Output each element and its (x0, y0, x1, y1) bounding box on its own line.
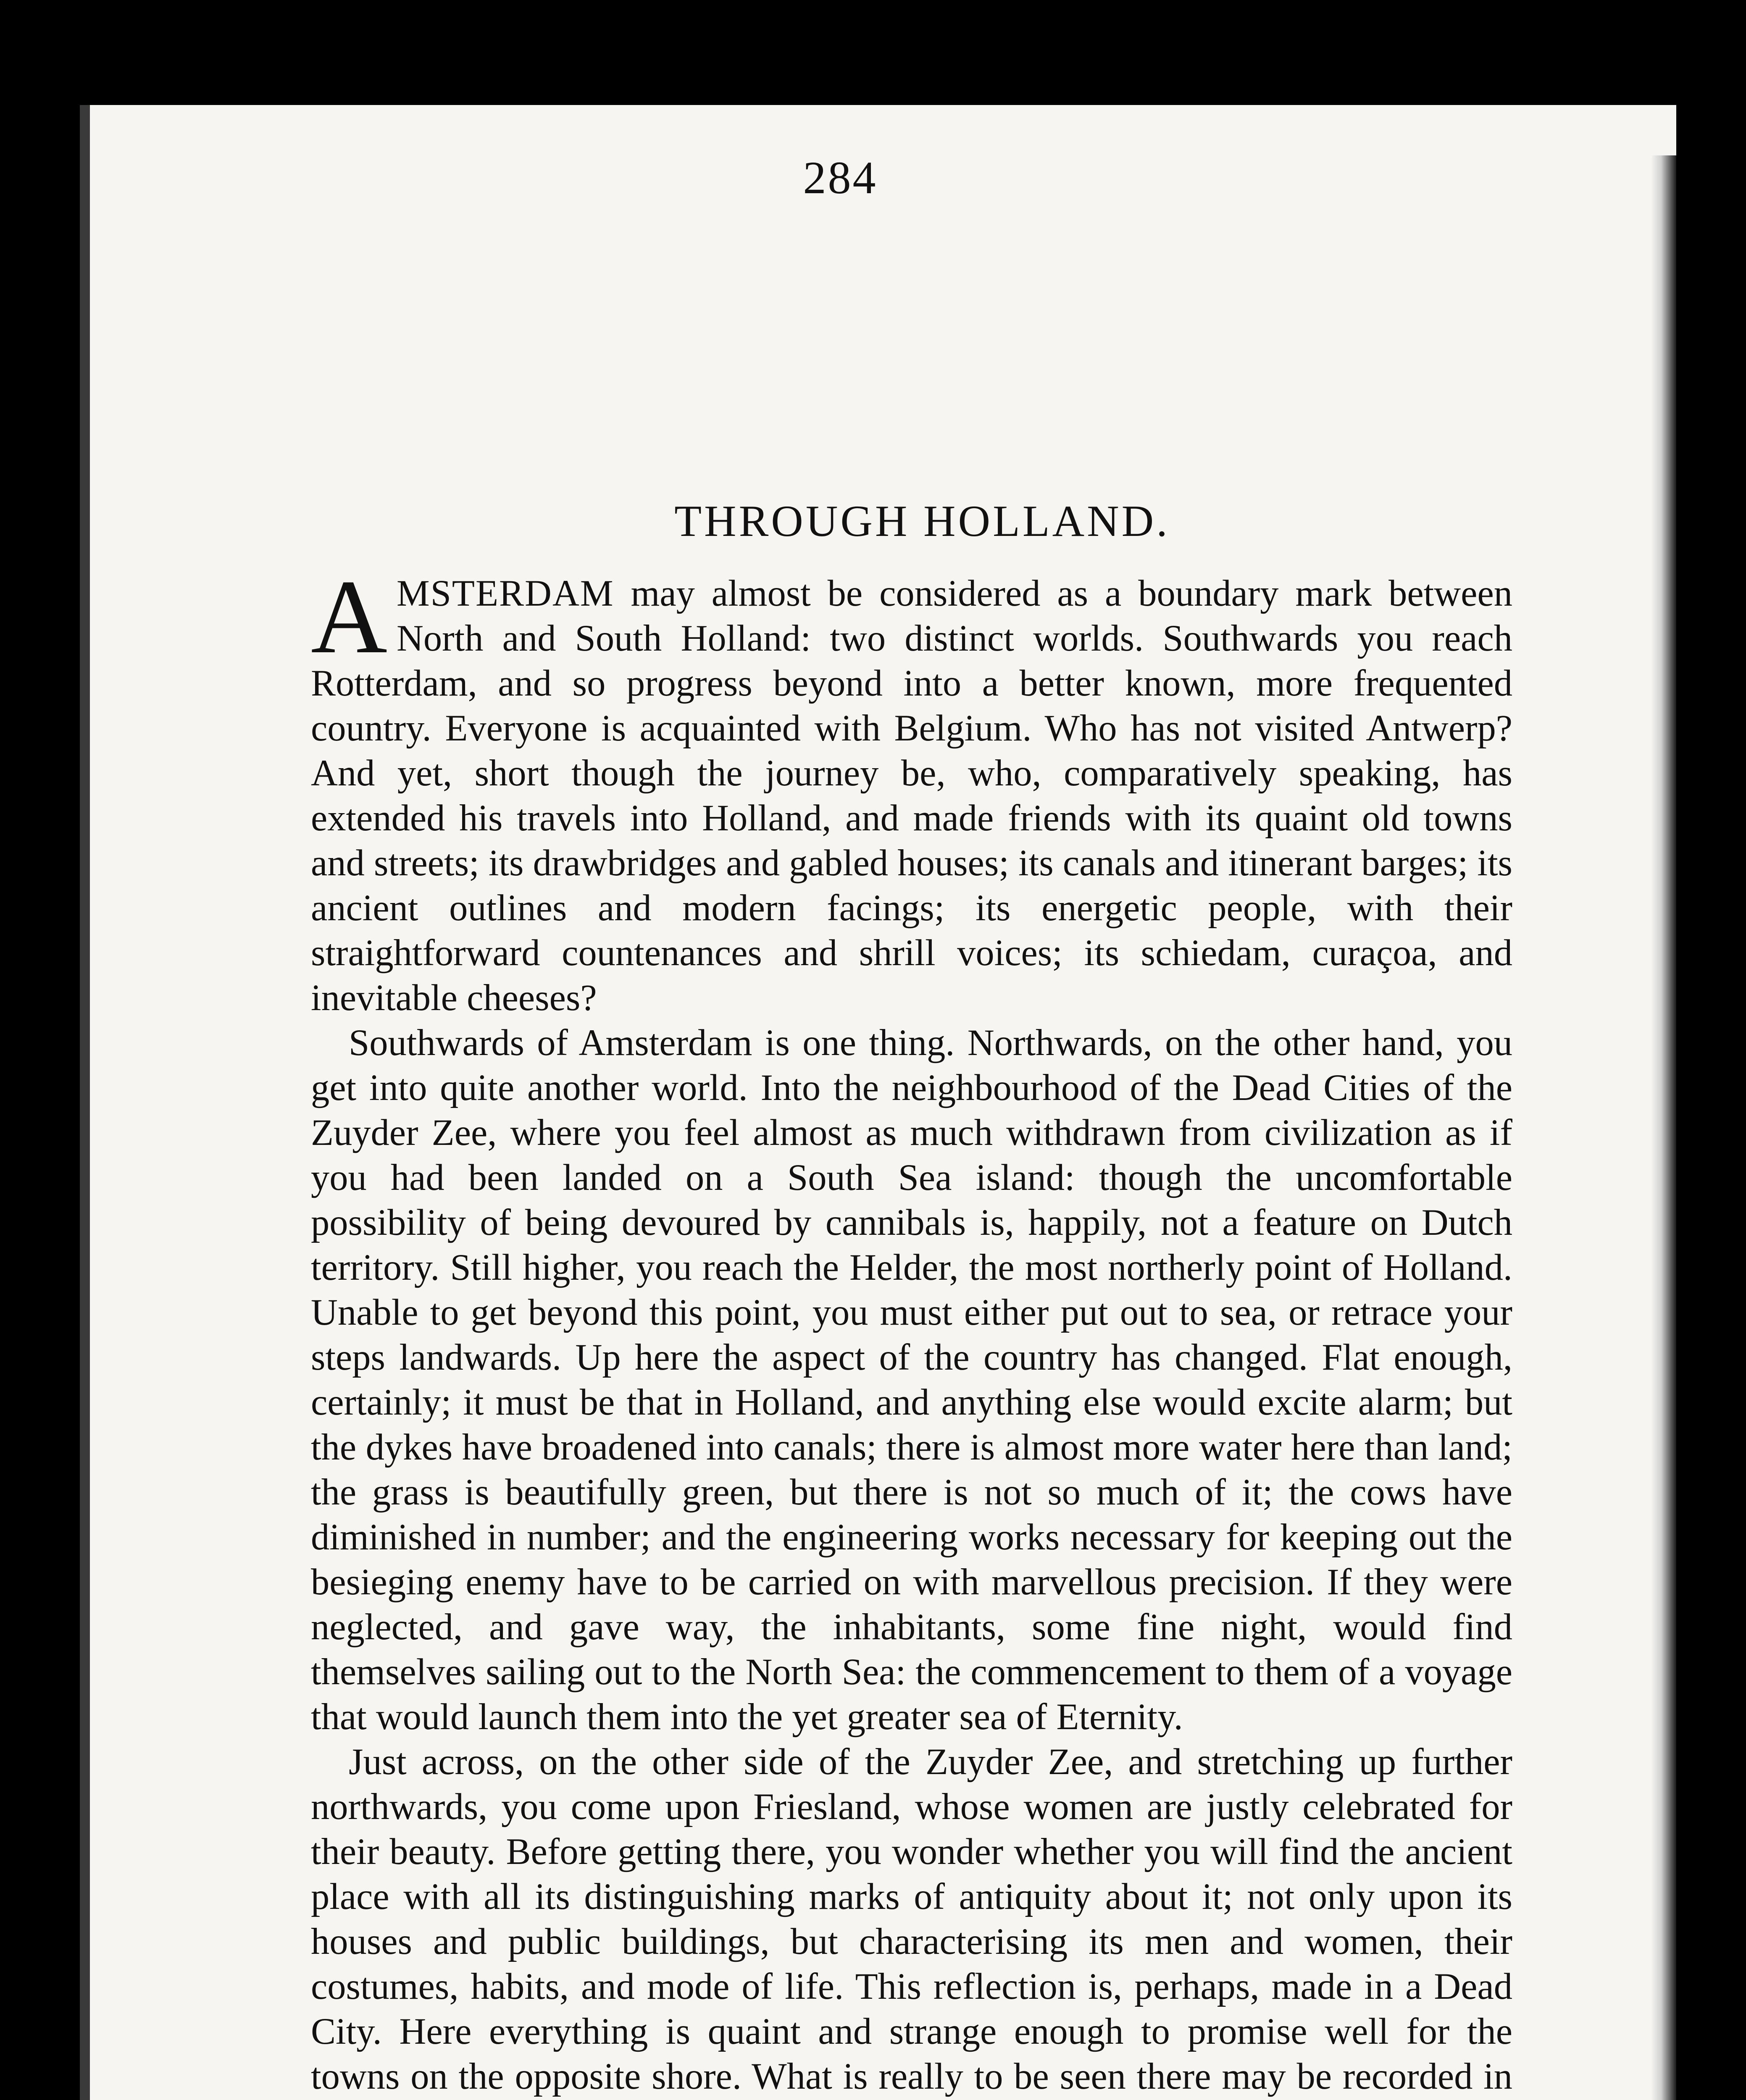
article-body (311, 558, 1512, 2100)
page-number: 284 (803, 152, 878, 203)
page-edge-shadow (1651, 155, 1676, 2100)
paragraph-3: Just across, on the other side of the Zuyder Zee, and stretching up further northwards, you come upon Friesland, whose women are justly celebrated for their beauty. Before getting there, you wonder whether you will find the ancient place with all its distinguishing marks of antiquity about it; not only upon its houses and public buildings, but characterising its men and women, their costumes, habits, and mode of life. This reflection is, perhaps, made in a Dead City. Here everything is quaint and strange enough to promise well for the towns on the opposite shore. What is really to be seen there may be recorded in (311, 1741, 1512, 2097)
article-title: THROUGH HOLLAND. (674, 496, 1170, 546)
paragraph-1-text: may almost be considered as a boundary mark between North and South Holland: two distinct worlds. Southwards you reach Rotterdam, and so progress beyond into a better known, more frequented country. Everyone is acquainted with Belgium. Who has not visited Antwerp? And yet, short though the journey be, who, comparatively speaking, has extended his travels into Holland, and made friends with its quaint old towns and streets; its drawbridges and gabled houses; its canals and itinerant barges; its ancient outlines and modern facings; its energetic people, with their straightforward countenances and shrill voices; its schiedam, curaçoa, and inevitable cheeses? (311, 573, 1512, 1018)
paragraph-2: Southwards of Amsterdam is one thing. Northwards, on the other hand, you get into quite another world. Into the neighbourhood of the Dead Cities of the Zuyder Zee, where you feel almost as much withdrawn from civilization as if you had been landed on a South Sea island: though the uncomfortable possibility of being devoured by cannibals is, happily, not a feature on Dutch territory. Still higher, you reach the Helder, the most northerly point of Holland. Unable to get beyond this point, you must either put out to sea, or retrace your steps landwards. Up here the aspect of the country has changed. Flat enough, certainly; it must be that in Holland, and anything else would excite alarm; but the dykes have broadened into canals; there is almost more water here than land; the grass is beautifully green, but there is not so much of it; the cows have diminished in number; and the engineering works necessary for keeping out the besieging enemy have to be carried on with marvellous precision. If they were neglected, and gave way, the inhabitants, some fine night, would find themselves sailing out to the North Sea: the commencement to them of a voyage that would launch them into the yet greater sea of Eternity. (311, 1022, 1512, 1738)
lead-word: MSTERDAM (397, 573, 614, 614)
drop-cap: A (311, 558, 387, 675)
paragraph-1 (311, 558, 1512, 1021)
